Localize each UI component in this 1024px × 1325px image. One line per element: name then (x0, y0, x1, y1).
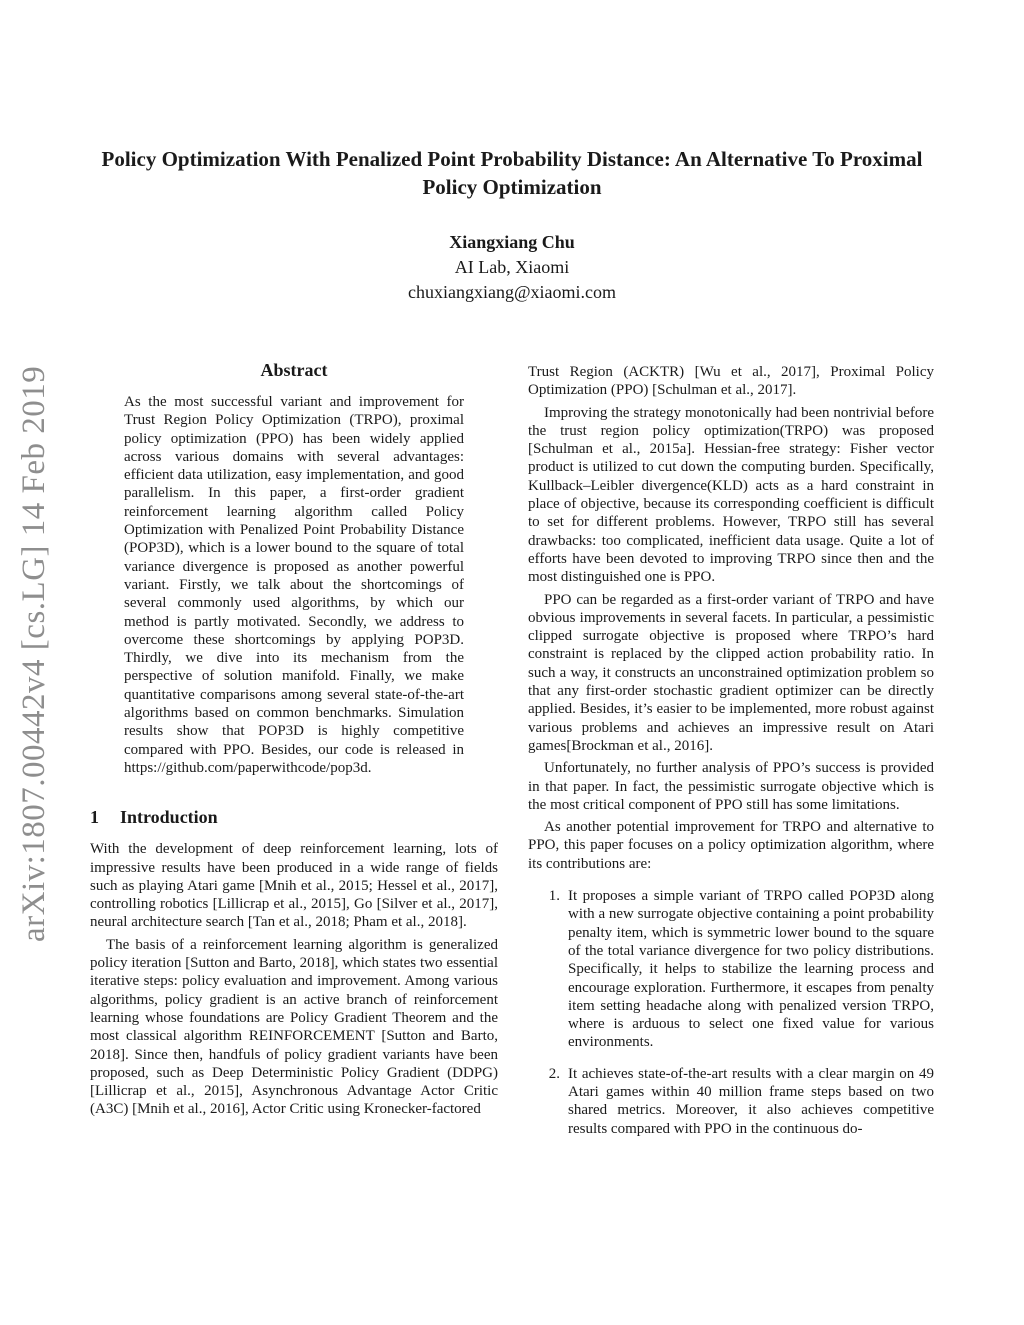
contributions-list (528, 887, 934, 1138)
list-item-text: It proposes a simple variant of TRPO called POP3D along with a new surrogate objective containing a point probability penalty item, which is symmetric lower bound to the square of the total variance divergence for two policy distributions. Specifically, it helps to stabilize the learning process and encourage exploration. Furthermore, it escapes from penalty item setting headache along with penalized version TRPO, where is arduous to select one fixed value for various environments. (568, 888, 934, 1051)
left-column (90, 360, 498, 1119)
author-email: chuxiangxiang@xiaomi.com (407, 282, 617, 302)
intro-paragraph-5: Unfortunately, no further analysis of PPO’s success is provided in that paper. In fact, the pessimistic surrogate objective which is the most critical component of PPO still has some limitations. (528, 760, 934, 813)
abstract-heading: Abstract (260, 360, 328, 380)
abstract-text: As the most successful variant and improvement for Trust Region Policy Optimization (TRPO), proximal policy optimization (PPO) has been widely applied across various domains with several advantages: efficient data utilization, easy implementation, and good parallelism. In this paper, a first-order gradient reinforcement learning algorithm called Policy Optimization with Penalized Point Probability Distance (POP3D), which is a lower bound to the square of total variance divergence is proposed as another powerful variant. Firstly, we talk about the shortcomings of several commonly used algorithms, by which our method is partly motivated. Secondly, we address to overcome these shortcomings by applying POP3D. Thirdly, we dive into its mechanism from the perspective of solution manifold. Finally, we make quantitative comparisons among several state-of-the-art algorithms based on common benchmarks. Simulation results show that POP3D is highly competitive compared with PPO. Besides, our code is released in https://github.com/paperwithcode/pop3d. (124, 394, 464, 776)
author-affiliation: AI Lab, Xiaomi (454, 257, 570, 277)
paper-title: Policy Optimization With Penalized Point Probability Distance: An Alternative To Proximal Policy Optimization (101, 147, 923, 199)
intro-paragraph-1: With the development of deep reinforcement learning, lots of impressive results have been produced in a wide range of fields such as playing Atari game [Mnih et al., 2015; Hessel et al., 2017], controlling robotics [Lillicrap et al., 2015], Go [Silver et al., 2017], neural architecture search [Tan et al., 2018; Pham et al., 2018]. (90, 841, 498, 931)
intro-paragraph-6: As another potential improvement for TRPO and alternative to PPO, this paper focuses on a policy optimization algorithm, where its contributions are: (528, 819, 934, 872)
intro-paragraph-3: Improving the strategy monotonically had been nontrivial before the trust region policy optimization(TRPO) was proposed [Schulman et al., 2015a]. Hessian-free strategy: Fisher vector product is utilized to cut down the computing burden. Specifically, Kullback–Leibler divergence(KLD) acts as a hard constraint in place of objective, because its corresponding coefficient is difficult to set for different problems. However, TRPO still has several drawbacks: too complicated, inefficient data usage. Quite a lot of efforts have been devoted to improving TRPO since then and the most distinguished one is PPO. (528, 404, 934, 586)
intro-paragraph-2: The basis of a reinforcement learning algorithm is generalized policy iteration [Sutton and Barto, 2018], which states two essential iterative steps: policy evaluation and improvement. Among various algorithms, policy gradient is an active branch of reinforcement learning whose foundations are Policy Gradient Theorem and the most classical algorithm REINFORCEMENT [Sutton and Barto, 2018]. Since then, handfuls of policy gradient variants have been proposed, such as Deep Deterministic Policy Gradient (DDPG) [Lillicrap et al., 2015], Asynchronous Advantage Actor Critic (A3C) [Mnih et al., 2016], Actor Critic using Kronecker-factored (90, 936, 498, 1118)
right-column (528, 363, 934, 1151)
list-item (528, 887, 934, 1052)
intro-paragraph-4: PPO can be regarded as a first-order variant of TRPO and have obvious improvements in several facets. In particular, a pessimistic clipped surrogate objective is proposed where TRPO’s hard constraint is replaced by the clipped action probability ratio. In such a way, it constructs an unconstrained optimization problem so that any first-order stochastic gradient optimizer can be directly applied. Besides, it’s easier to be implemented, more robust against various problems and achieves an impressive result on Atari games[Brockman et al., 2016]. (528, 591, 934, 754)
intro-paragraph-2-continued: Trust Region (ACKTR) [Wu et al., 2017], Proximal Policy Optimization (PPO) [Schulman et al., 2017]. (528, 364, 934, 399)
author-block (0, 230, 1024, 305)
arxiv-stamp: arXiv:1807.00442v4 [cs.LG] 14 Feb 2019 (16, 365, 52, 942)
section-number: 1 (90, 807, 99, 828)
author-name: Xiangxiang Chu (449, 232, 575, 252)
list-item-number: 1. (548, 888, 560, 905)
list-item-number: 2. (548, 1065, 560, 1082)
list-item (528, 1065, 934, 1138)
section-title: Introduction (120, 807, 218, 828)
list-item-text: It achieves state-of-the-art results with a clear margin on 49 Atari games within 40 million frame steps based on two shared metrics. Moreover, it also achieves competitive results compared with PPO in the continuous do- (568, 1065, 934, 1137)
section-heading-introduction (90, 807, 498, 828)
